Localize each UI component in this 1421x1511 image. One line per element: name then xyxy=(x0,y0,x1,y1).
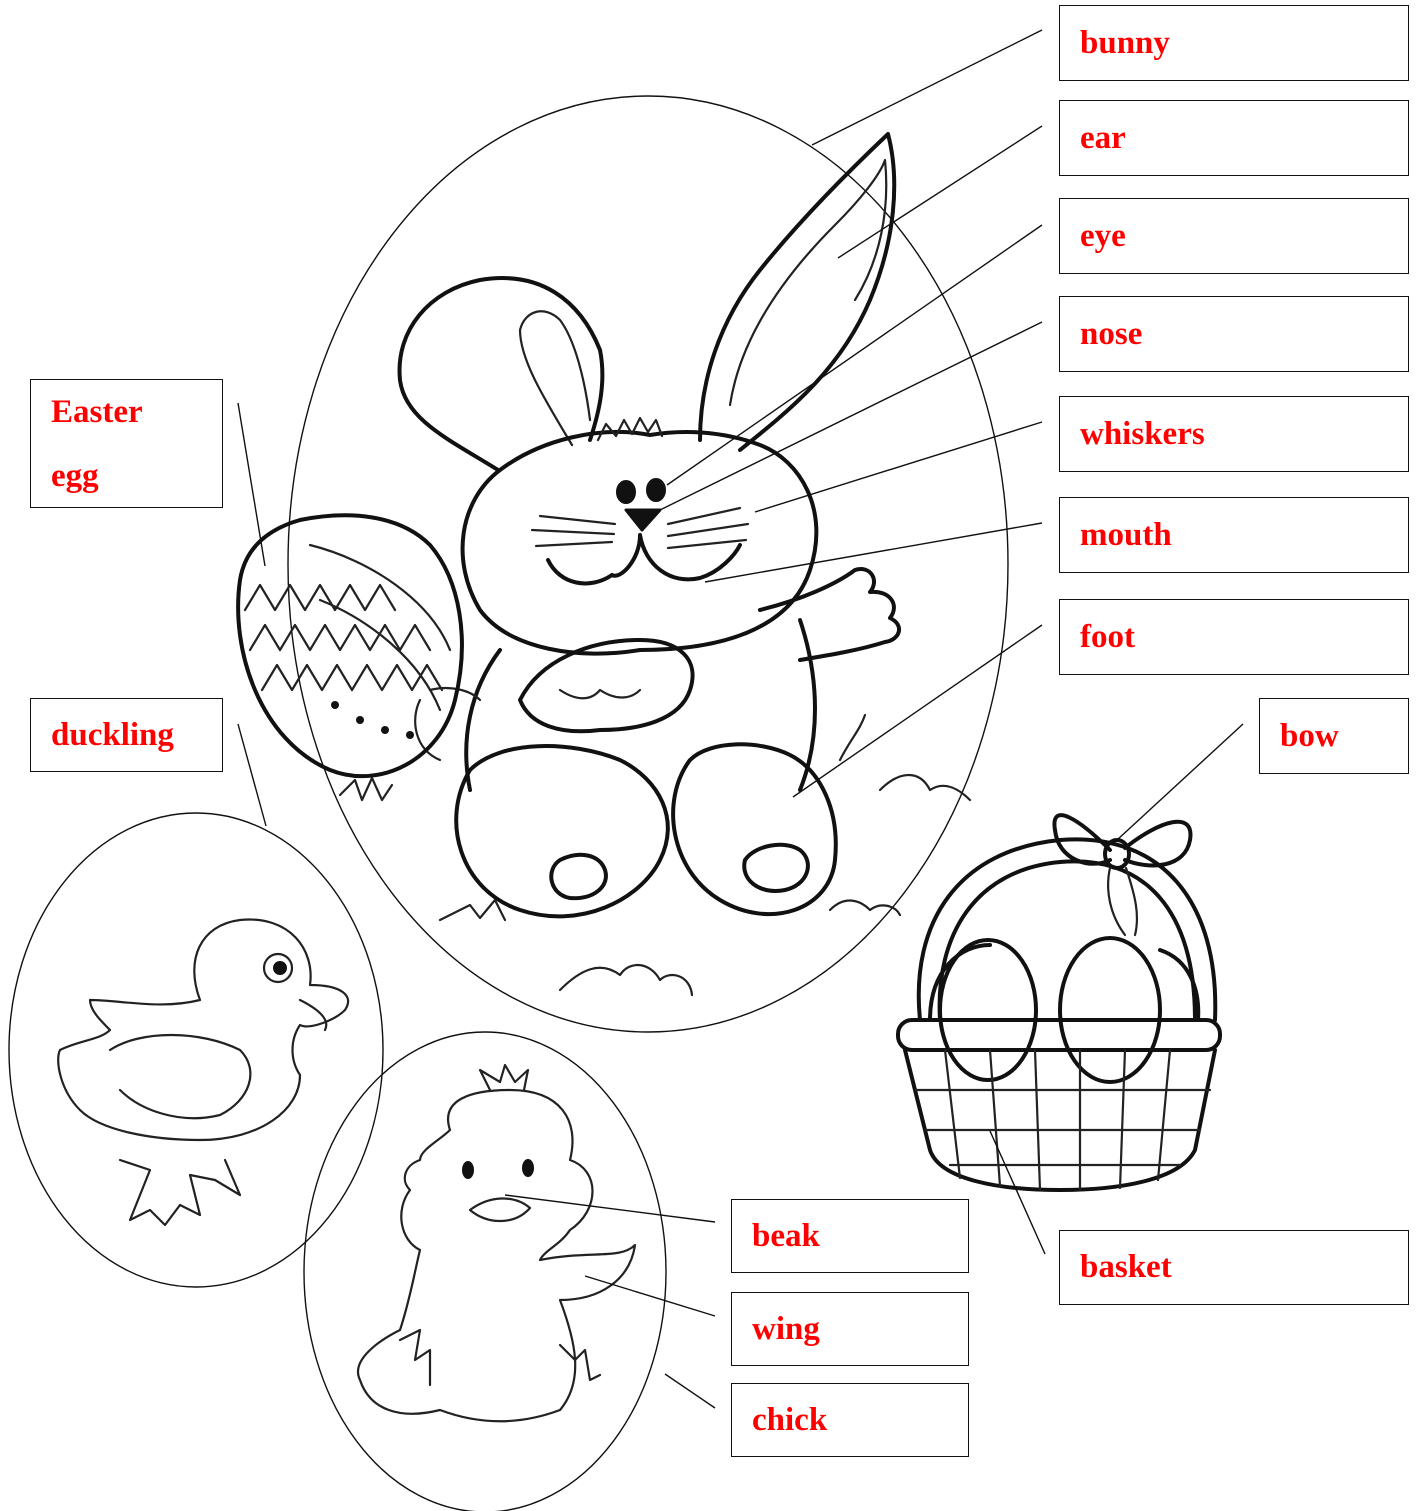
label-beak-text: beak xyxy=(752,1217,820,1254)
label-mouth-text: mouth xyxy=(1080,516,1172,553)
label-beak xyxy=(731,1199,969,1273)
duckling-oval xyxy=(9,813,383,1287)
label-nose xyxy=(1059,296,1409,372)
bunny-drawing xyxy=(340,134,970,995)
label-basket xyxy=(1059,1230,1409,1305)
label-foot-text: foot xyxy=(1080,618,1135,655)
label-nose-text: nose xyxy=(1080,315,1143,352)
bunny-oval xyxy=(288,96,1008,1032)
label-ear-text: ear xyxy=(1080,119,1126,156)
label-bunny xyxy=(1059,5,1409,81)
label-mouth xyxy=(1059,497,1409,573)
label-eye-text: eye xyxy=(1080,217,1126,254)
label-duckling-text: duckling xyxy=(51,716,174,753)
label-basket-text: basket xyxy=(1080,1249,1172,1285)
label-whiskers-text: whiskers xyxy=(1080,415,1205,452)
label-easter-egg-line2: egg xyxy=(51,458,99,494)
label-easter-egg xyxy=(30,379,223,508)
easter-egg-drawing xyxy=(238,515,462,776)
label-ear xyxy=(1059,100,1409,176)
chick-oval xyxy=(304,1032,666,1511)
label-bow xyxy=(1259,698,1409,774)
label-bunny-text: bunny xyxy=(1080,24,1170,61)
label-duckling xyxy=(30,698,223,772)
label-wing-text: wing xyxy=(752,1310,820,1347)
label-chick-text: chick xyxy=(752,1401,828,1438)
label-eye xyxy=(1059,198,1409,274)
chick-drawing xyxy=(358,1065,635,1421)
label-whiskers xyxy=(1059,396,1409,472)
duckling-drawing xyxy=(58,920,348,1225)
label-easter-egg-line1: Easter xyxy=(51,394,143,430)
label-foot xyxy=(1059,599,1409,675)
basket-drawing xyxy=(898,815,1220,1190)
label-bow-text: bow xyxy=(1280,717,1339,754)
label-wing xyxy=(731,1292,969,1366)
label-chick xyxy=(731,1383,969,1457)
